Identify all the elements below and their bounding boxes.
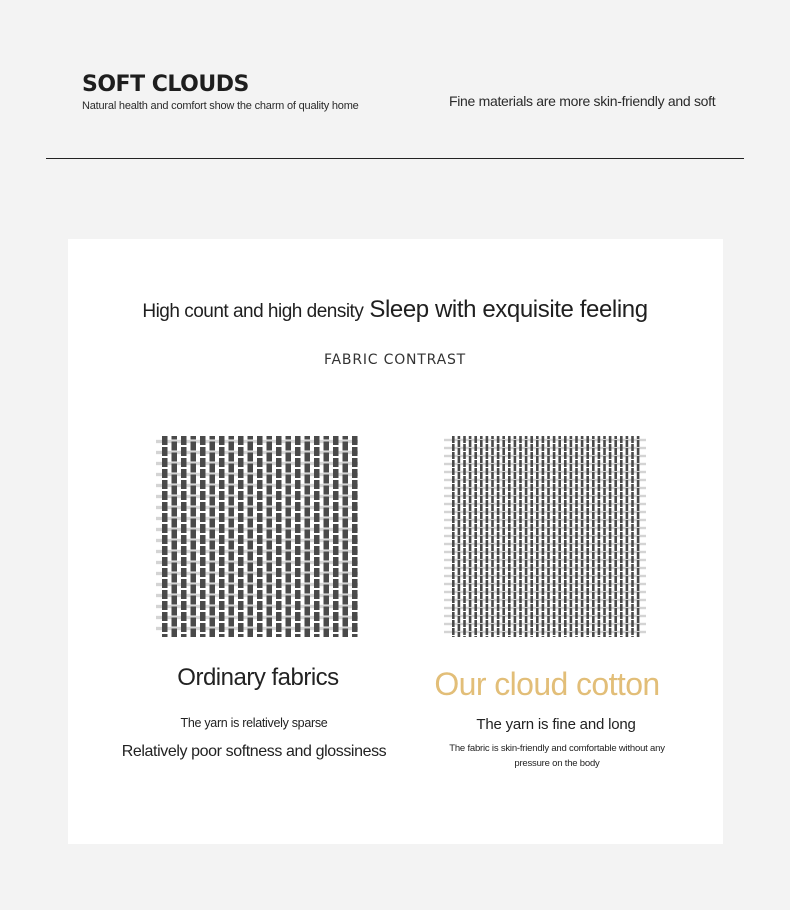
header-slogan: Fine materials are more skin-friendly and soft xyxy=(449,93,716,109)
headline-small: High count and high density xyxy=(142,301,364,322)
ordinary-fabrics-line1: The yarn is relatively sparse xyxy=(180,716,328,730)
cloud-cotton-line2: The fabric is skin-friendly and comfortable without any pressure on the body xyxy=(449,743,665,769)
brand-tagline: Natural health and comfort show the charm of quality home xyxy=(82,100,359,112)
ordinary-fabrics-title: Ordinary fabrics xyxy=(177,664,339,691)
cloud-cotton-line1: The yarn is fine and long xyxy=(476,716,636,733)
header-divider xyxy=(46,158,744,159)
ordinary-fabric-swatch xyxy=(156,436,358,637)
headline-large: Sleep with exquisite feeling xyxy=(369,296,648,323)
headline xyxy=(0,296,790,324)
brand-title: SOFT CLOUDS xyxy=(82,72,249,97)
ordinary-fabrics-line2: Relatively poor softness and glossiness xyxy=(121,743,387,760)
section-label: FABRIC CONTRAST xyxy=(323,352,467,368)
cloud-cotton-swatch xyxy=(444,436,646,637)
cloud-cotton-title: Our cloud cotton xyxy=(434,666,660,702)
